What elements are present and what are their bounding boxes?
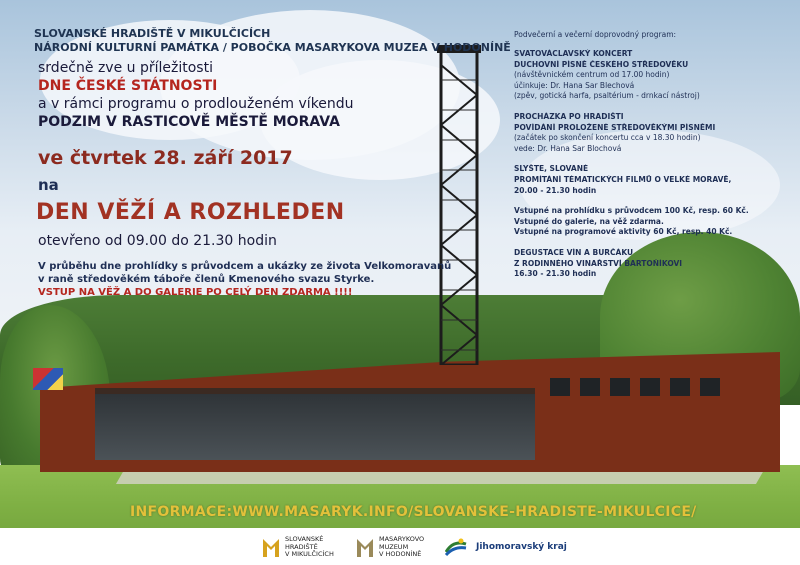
program-item-detail: (návštěvnickém centrum od 17.00 hodin): [514, 70, 670, 80]
program-item-time: 20.00 - 21.30 hodin: [514, 185, 597, 195]
slovanske-hradiste-logo: [262, 536, 334, 559]
logo-text-line: V HODONÍNĚ: [379, 550, 422, 559]
program-item-heading: PROCHÁZKA PO HRADIŠTI: [514, 111, 624, 121]
program-block-films: [514, 164, 790, 196]
building-window: [580, 378, 600, 396]
building-window: [640, 378, 660, 396]
logo-text-line: MUZEUM: [379, 542, 409, 551]
building-window: [610, 378, 630, 396]
program-item-detail: (začátek po skončení koncertu cca v 18.30 hodin): [514, 133, 701, 143]
org-name-line1: SLOVANSKÉ HRADIŠTĚ V MIKULČICÍCH: [34, 27, 271, 40]
program-item-subheading: POVÍDÁNÍ PROLOŽENÉ STŘEDOVĚKÝMI PÍSNĚMI: [514, 122, 716, 132]
jihomoravsky-kraj-logo: [445, 538, 567, 556]
footpath: [116, 470, 764, 484]
program-item-subheading: PROMÍTÁNÍ TÉMATICKÝCH FILMŮ O VELKÉ MORAVĚ,: [514, 174, 732, 184]
program-item-heading: SVATOVÁCLAVSKÝ KONCERT: [514, 49, 633, 58]
flag-icon: [33, 368, 63, 390]
info-url-link[interactable]: INFORMACE:WWW.MASARYK.INFO/SLOVANSKE-HRADISTE-MIKULCICE/: [130, 504, 697, 520]
price-line: Vstupné do galerie, na věž zdarma.: [514, 216, 664, 226]
program-item-subheading: Z RODINNÉHO VINAŘSTVÍ BARTOŇÍKOVI: [514, 258, 683, 268]
event-headline: DEN VĚŽÍ A ROZHLEDEN: [36, 200, 345, 225]
price-line: Vstupné na programové aktivity 60 Kč, resp. 40 Kč.: [514, 227, 733, 237]
program-note: v raně středověkém táboře členů Kmenového svazu Styrke.: [38, 274, 375, 285]
price-line: Vstupné na prohlídku s průvodcem 100 Kč, resp. 60 Kč.: [514, 206, 749, 216]
logo-text-line: V MIKULČICÍCH: [285, 550, 334, 559]
free-entry-note: VSTUP NA VĚŽ A DO GALERIE PO CELÝ DEN ZDARMA !!!!: [38, 287, 353, 298]
program-item-detail: účinkuje: Dr. Hana Sar Blechová: [514, 80, 635, 90]
evening-program: [514, 30, 790, 290]
connector-text: na: [38, 176, 59, 194]
program-item-subheading: DUCHOVNÍ PÍSNĚ ČESKÉHO STŘEDOVĚKU: [514, 59, 689, 69]
program-item-heading: SLYŠTE, SLOVANÉ: [514, 164, 589, 174]
program-block-concert: [514, 49, 790, 102]
org-name-line2: NÁRODNÍ KULTURNÍ PAMÁTKA / POBOČKA MASARYKOVA MUZEA V HODONÍNĚ: [34, 41, 511, 54]
invitation-context: a v rámci programu o prodlouženém víkendu: [38, 96, 354, 112]
slovanske-hradiste-logo-mark-icon: [262, 536, 280, 558]
program-title: Podvečerní a večerní doprovodný program:: [514, 30, 677, 39]
logo-text: Jihomoravský kraj: [476, 542, 567, 552]
building-window: [670, 378, 690, 396]
event-date: ve čtvrtek 28. září 2017: [38, 147, 293, 169]
program-item-heading: DEGUSTACE VÍN A BURČÁKU: [514, 247, 634, 257]
program-item-time: 16.30 - 21.30 hodin: [514, 269, 597, 279]
invitation-line: srdečně zve u příležitosti: [38, 60, 213, 76]
program-item-detail: vede: Dr. Hana Sar Blochová: [514, 143, 622, 153]
program-block-walk: [514, 112, 790, 154]
masarykovo-muzeum-logo-mark-icon: [356, 536, 374, 558]
program-item-detail: (zpěv, gotická harfa, psaltérium - drnkací nástroj): [514, 91, 700, 101]
occasion-title: DNE ČESKÉ STÁTNOSTI: [38, 78, 218, 94]
event-series-title: PODZIM V RASTICOVĚ MĚSTĚ MORAVA: [38, 114, 340, 130]
logo-text-line: MASARYKOVO: [379, 535, 425, 543]
observation-tower-icon: [433, 45, 485, 365]
building-window: [700, 378, 720, 396]
building-window: [550, 378, 570, 396]
program-block-wine: [514, 248, 790, 280]
program-block-prices: [514, 206, 790, 238]
masarykovo-muzeum-logo: [356, 536, 424, 559]
logo-text-line: HRADIŠTĚ: [285, 542, 318, 551]
jihomoravsky-kraj-logo-mark-icon: [445, 538, 467, 556]
program-note: V průběhu dne prohlídky s průvodcem a ukázky ze života Velkomoravanů: [38, 261, 452, 272]
logo-text-line: SLOVANSKÉ: [285, 535, 324, 543]
opening-hours: otevřeno od 09.00 do 21.30 hodin: [38, 233, 277, 249]
building-glass-facade: [95, 394, 535, 460]
